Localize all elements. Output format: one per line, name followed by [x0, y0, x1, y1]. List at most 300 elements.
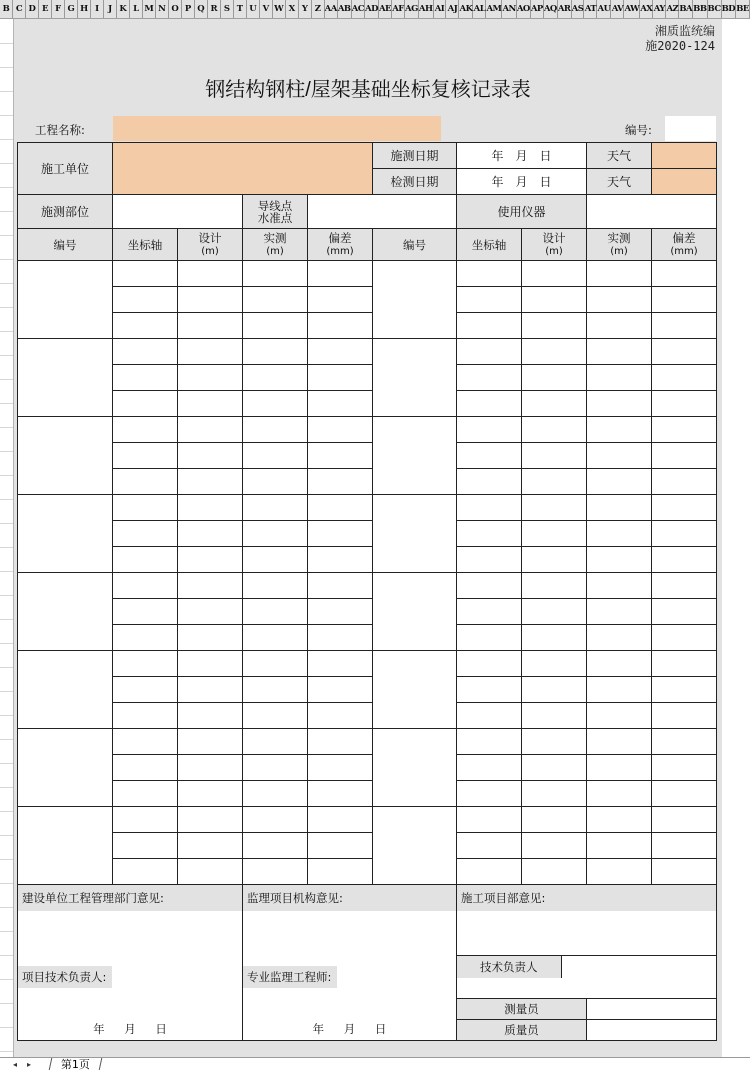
data-cell[interactable]: [587, 417, 652, 443]
instrument-input[interactable]: [587, 195, 717, 229]
data-cell[interactable]: [652, 469, 717, 495]
data-cell[interactable]: [522, 651, 587, 677]
column-letter[interactable]: P: [182, 0, 195, 18]
data-cell[interactable]: [308, 495, 373, 521]
data-cell[interactable]: [308, 521, 373, 547]
data-cell[interactable]: [308, 625, 373, 651]
column-letter[interactable]: E: [39, 0, 52, 18]
weather-input-1[interactable]: [652, 143, 717, 169]
data-cell[interactable]: [652, 521, 717, 547]
data-cell[interactable]: [178, 781, 243, 807]
data-cell[interactable]: [243, 807, 308, 833]
data-cell[interactable]: [243, 261, 308, 287]
table-row: [18, 859, 717, 885]
column-letter[interactable]: J: [104, 0, 117, 18]
data-cell[interactable]: [457, 651, 522, 677]
data-cell[interactable]: [308, 469, 373, 495]
column-letter[interactable]: AA: [325, 0, 338, 18]
data-cell[interactable]: [587, 547, 652, 573]
data-cell[interactable]: [243, 469, 308, 495]
column-letter[interactable]: AR: [558, 0, 572, 18]
data-cell[interactable]: [587, 833, 652, 859]
data-cell[interactable]: [178, 677, 243, 703]
point-id-left-cell[interactable]: [18, 807, 113, 885]
data-cell[interactable]: [178, 261, 243, 287]
column-letter[interactable]: B: [0, 0, 13, 18]
column-letter[interactable]: AW: [624, 0, 640, 18]
data-cell[interactable]: [308, 573, 373, 599]
data-cell[interactable]: [457, 391, 522, 417]
data-cell[interactable]: [178, 547, 243, 573]
column-letter[interactable]: D: [26, 0, 39, 18]
column-letter[interactable]: AY: [653, 0, 666, 18]
data-cell[interactable]: [308, 443, 373, 469]
data-cell[interactable]: [113, 807, 178, 833]
data-cell[interactable]: [178, 859, 243, 885]
serial-input[interactable]: [665, 116, 716, 141]
column-letter[interactable]: AB: [338, 0, 352, 18]
data-cell[interactable]: [243, 391, 308, 417]
data-cell[interactable]: [652, 781, 717, 807]
data-cell[interactable]: [178, 599, 243, 625]
data-cell[interactable]: [178, 417, 243, 443]
data-cell[interactable]: [243, 677, 308, 703]
data-cell[interactable]: [522, 729, 587, 755]
data-cell[interactable]: [522, 417, 587, 443]
data-cell[interactable]: [308, 547, 373, 573]
sheet-tab-page1[interactable]: [49, 1058, 103, 1070]
data-cell[interactable]: [522, 703, 587, 729]
unused-columns-area[interactable]: [722, 19, 750, 1057]
data-cell[interactable]: [522, 625, 587, 651]
data-cell[interactable]: [522, 547, 587, 573]
data-cell[interactable]: [457, 781, 522, 807]
row-line: [0, 499, 13, 500]
data-cell[interactable]: [113, 677, 178, 703]
data-cell[interactable]: [457, 495, 522, 521]
col-deviation-text: 偏差: [328, 230, 352, 245]
data-cell[interactable]: [178, 313, 243, 339]
data-cell[interactable]: [457, 469, 522, 495]
supervisor-opinion-cell[interactable]: [243, 885, 457, 1041]
data-cell[interactable]: [522, 859, 587, 885]
row-line: [0, 67, 13, 68]
data-cell[interactable]: [113, 859, 178, 885]
data-cell[interactable]: [587, 755, 652, 781]
column-letter[interactable]: AH: [419, 0, 434, 18]
data-cell[interactable]: [243, 495, 308, 521]
data-cell[interactable]: [587, 469, 652, 495]
data-cell[interactable]: [457, 833, 522, 859]
data-cell[interactable]: [457, 261, 522, 287]
data-cell[interactable]: [308, 313, 373, 339]
data-cell[interactable]: [178, 625, 243, 651]
data-cell[interactable]: [308, 755, 373, 781]
data-cell[interactable]: [457, 417, 522, 443]
data-cell[interactable]: [587, 625, 652, 651]
data-cell[interactable]: [587, 287, 652, 313]
data-cell[interactable]: [652, 573, 717, 599]
point-id-right-cell[interactable]: [373, 573, 457, 651]
column-letter[interactable]: AU: [597, 0, 611, 18]
data-cell[interactable]: [113, 651, 178, 677]
point-id-left-cell[interactable]: [18, 495, 113, 573]
tab-nav-prev-icon[interactable]: ◂: [12, 1060, 17, 1069]
data-cell[interactable]: [308, 339, 373, 365]
column-letter[interactable]: AF: [392, 0, 405, 18]
contractor-opinion-body[interactable]: [457, 911, 716, 955]
data-cell[interactable]: [457, 729, 522, 755]
data-cell[interactable]: [587, 599, 652, 625]
column-letter[interactable]: T: [234, 0, 247, 18]
column-letter[interactable]: AX: [640, 0, 653, 18]
point-id-right-cell[interactable]: [373, 261, 457, 339]
data-cell[interactable]: [243, 443, 308, 469]
column-letter[interactable]: O: [169, 0, 182, 18]
data-cell[interactable]: [587, 573, 652, 599]
data-cell[interactable]: [243, 287, 308, 313]
data-cell[interactable]: [587, 651, 652, 677]
data-cell[interactable]: [522, 521, 587, 547]
data-cell[interactable]: [308, 859, 373, 885]
data-cell[interactable]: [243, 729, 308, 755]
data-cell[interactable]: [113, 599, 178, 625]
data-cell[interactable]: [457, 365, 522, 391]
data-cell[interactable]: [178, 833, 243, 859]
column-letter[interactable]: AI: [434, 0, 447, 18]
data-cell[interactable]: [243, 755, 308, 781]
data-cell[interactable]: [587, 859, 652, 885]
data-cell[interactable]: [587, 391, 652, 417]
data-cell[interactable]: [113, 469, 178, 495]
data-cell[interactable]: [308, 807, 373, 833]
data-cell[interactable]: [652, 599, 717, 625]
data-cell[interactable]: [113, 443, 178, 469]
data-cell[interactable]: [243, 781, 308, 807]
data-cell[interactable]: [308, 417, 373, 443]
data-cell[interactable]: [308, 261, 373, 287]
data-cell[interactable]: [178, 469, 243, 495]
column-letter[interactable]: W: [273, 0, 286, 18]
data-cell[interactable]: [243, 417, 308, 443]
column-letter[interactable]: R: [208, 0, 221, 18]
point-id-right-cell[interactable]: [373, 495, 457, 573]
project-name-input[interactable]: [113, 116, 441, 141]
data-cell[interactable]: [587, 339, 652, 365]
data-cell[interactable]: [178, 495, 243, 521]
data-cell[interactable]: [178, 339, 243, 365]
contractor-label: 施工单位: [18, 143, 113, 195]
data-cell[interactable]: [243, 547, 308, 573]
surveyor-input[interactable]: [587, 999, 717, 1020]
data-cell[interactable]: [243, 859, 308, 885]
data-cell[interactable]: [178, 573, 243, 599]
column-letter[interactable]: AV: [611, 0, 624, 18]
data-cell[interactable]: [652, 807, 717, 833]
column-letter[interactable]: Q: [195, 0, 208, 18]
data-cell[interactable]: [522, 807, 587, 833]
data-cell[interactable]: [308, 651, 373, 677]
data-cell[interactable]: [457, 287, 522, 313]
data-cell[interactable]: [652, 833, 717, 859]
data-cell[interactable]: [457, 339, 522, 365]
data-cell[interactable]: [652, 859, 717, 885]
data-cell[interactable]: [113, 755, 178, 781]
column-letter[interactable]: S: [221, 0, 234, 18]
column-letter[interactable]: BB: [693, 0, 707, 18]
data-cell[interactable]: [587, 677, 652, 703]
column-letter[interactable]: BC: [708, 0, 722, 18]
data-cell[interactable]: [178, 443, 243, 469]
quality-inspector-input[interactable]: [587, 1020, 717, 1041]
data-cell[interactable]: [457, 573, 522, 599]
column-letter[interactable]: BE: [736, 0, 750, 18]
data-cell[interactable]: [308, 599, 373, 625]
data-cell[interactable]: [178, 391, 243, 417]
data-cell[interactable]: [308, 729, 373, 755]
column-letter[interactable]: AS: [572, 0, 585, 18]
owner-opinion-cell[interactable]: [18, 885, 243, 1041]
column-letter[interactable]: N: [156, 0, 169, 18]
data-cell[interactable]: [178, 703, 243, 729]
contractor-input[interactable]: [113, 143, 373, 195]
column-letter[interactable]: K: [117, 0, 130, 18]
column-letter[interactable]: G: [65, 0, 78, 18]
column-letter[interactable]: AP: [531, 0, 544, 18]
data-cell[interactable]: [587, 313, 652, 339]
data-cell[interactable]: [457, 755, 522, 781]
data-cell[interactable]: [113, 313, 178, 339]
data-cell[interactable]: [243, 521, 308, 547]
data-cell[interactable]: [457, 807, 522, 833]
data-cell[interactable]: [113, 417, 178, 443]
column-letter[interactable]: F: [52, 0, 65, 18]
data-cell[interactable]: [457, 443, 522, 469]
column-letter[interactable]: AC: [352, 0, 365, 18]
column-letter[interactable]: Y: [299, 0, 312, 18]
column-letter[interactable]: AJ: [446, 0, 459, 18]
control-point-label: [243, 195, 308, 229]
row-line: [0, 1051, 13, 1052]
row-line: [0, 547, 13, 548]
data-cell[interactable]: [113, 391, 178, 417]
data-cell[interactable]: [522, 313, 587, 339]
data-cell[interactable]: [522, 833, 587, 859]
column-letter[interactable]: AE: [379, 0, 392, 18]
data-cell[interactable]: [113, 703, 178, 729]
data-cell[interactable]: [308, 703, 373, 729]
column-letter[interactable]: U: [247, 0, 260, 18]
data-cell[interactable]: [178, 755, 243, 781]
data-cell[interactable]: [652, 339, 717, 365]
data-cell[interactable]: [522, 469, 587, 495]
data-cell[interactable]: [652, 391, 717, 417]
point-id-right-cell[interactable]: [373, 417, 457, 495]
data-cell[interactable]: [522, 573, 587, 599]
table-row: [18, 781, 717, 807]
data-cell[interactable]: [178, 729, 243, 755]
data-cell[interactable]: [587, 365, 652, 391]
point-id-left-cell[interactable]: [18, 339, 113, 417]
data-cell[interactable]: [243, 339, 308, 365]
data-cell[interactable]: [243, 651, 308, 677]
column-letter[interactable]: AT: [584, 0, 597, 18]
data-cell[interactable]: [522, 599, 587, 625]
data-cell[interactable]: [587, 807, 652, 833]
data-cell[interactable]: [178, 521, 243, 547]
data-cell[interactable]: [587, 261, 652, 287]
data-cell[interactable]: [243, 313, 308, 339]
data-cell[interactable]: [652, 729, 717, 755]
survey-date-input[interactable]: 年 月 日: [457, 143, 587, 169]
tech-lead-input[interactable]: [561, 956, 716, 978]
data-cell[interactable]: [652, 287, 717, 313]
row-line: [0, 883, 13, 884]
tab-nav-next-icon[interactable]: ▸: [26, 1060, 31, 1069]
column-letter[interactable]: AL: [473, 0, 486, 18]
surveyor-label: 测量员: [457, 999, 587, 1020]
column-letter[interactable]: M: [143, 0, 156, 18]
data-cell[interactable]: [652, 313, 717, 339]
data-cell[interactable]: [308, 781, 373, 807]
data-cell[interactable]: [652, 365, 717, 391]
data-cell[interactable]: [457, 547, 522, 573]
column-letter[interactable]: C: [13, 0, 26, 18]
data-cell[interactable]: [243, 365, 308, 391]
data-cell[interactable]: [522, 365, 587, 391]
data-cell[interactable]: [652, 625, 717, 651]
data-cell[interactable]: [113, 781, 178, 807]
data-cell[interactable]: [308, 365, 373, 391]
data-cell[interactable]: [587, 443, 652, 469]
point-id-left-cell[interactable]: [18, 729, 113, 807]
column-letter[interactable]: BA: [679, 0, 693, 18]
data-cell[interactable]: [113, 729, 178, 755]
column-letter[interactable]: AM: [486, 0, 502, 18]
data-cell[interactable]: [587, 521, 652, 547]
data-cell[interactable]: [243, 599, 308, 625]
column-letter[interactable]: X: [286, 0, 299, 18]
data-cell[interactable]: [522, 261, 587, 287]
data-cell[interactable]: [587, 495, 652, 521]
column-letter[interactable]: I: [91, 0, 104, 18]
check-date-input[interactable]: 年 月 日: [457, 169, 587, 195]
data-cell[interactable]: [308, 677, 373, 703]
data-cell[interactable]: [652, 755, 717, 781]
point-id-right-cell[interactable]: [373, 651, 457, 729]
point-id-left-cell[interactable]: [18, 573, 113, 651]
control-point-input[interactable]: [308, 195, 457, 229]
data-cell[interactable]: [113, 287, 178, 313]
data-cell[interactable]: [308, 833, 373, 859]
point-id-right-cell[interactable]: [373, 729, 457, 807]
data-cell[interactable]: [522, 339, 587, 365]
data-cell[interactable]: [178, 651, 243, 677]
data-cell[interactable]: [652, 547, 717, 573]
data-cell[interactable]: [113, 547, 178, 573]
data-cell[interactable]: [652, 703, 717, 729]
data-cell[interactable]: [457, 625, 522, 651]
data-cell[interactable]: [522, 755, 587, 781]
column-letter[interactable]: AK: [459, 0, 473, 18]
data-cell[interactable]: [457, 703, 522, 729]
column-letter[interactable]: AZ: [666, 0, 679, 18]
column-letter[interactable]: L: [130, 0, 143, 18]
data-cell[interactable]: [243, 625, 308, 651]
data-cell[interactable]: [113, 521, 178, 547]
data-cell[interactable]: [587, 703, 652, 729]
column-letter[interactable]: Z: [312, 0, 325, 18]
data-cell[interactable]: [243, 703, 308, 729]
data-cell[interactable]: [178, 287, 243, 313]
point-id-left-cell[interactable]: [18, 417, 113, 495]
data-cell[interactable]: [113, 833, 178, 859]
data-cell[interactable]: [308, 287, 373, 313]
data-cell[interactable]: [243, 833, 308, 859]
data-cell[interactable]: [522, 677, 587, 703]
data-cell[interactable]: [652, 443, 717, 469]
data-cell[interactable]: [308, 391, 373, 417]
data-cell[interactable]: [113, 495, 178, 521]
data-cell[interactable]: [243, 573, 308, 599]
data-cell[interactable]: [522, 287, 587, 313]
data-cell[interactable]: [522, 443, 587, 469]
data-cell[interactable]: [652, 261, 717, 287]
data-cell[interactable]: [522, 391, 587, 417]
data-cell[interactable]: [178, 807, 243, 833]
column-letter[interactable]: V: [260, 0, 273, 18]
data-cell[interactable]: [178, 365, 243, 391]
column-letter[interactable]: AG: [405, 0, 419, 18]
data-cell[interactable]: [113, 261, 178, 287]
data-cell[interactable]: [652, 651, 717, 677]
point-id-left-cell[interactable]: [18, 651, 113, 729]
data-cell[interactable]: [522, 781, 587, 807]
contractor-opinion-cell[interactable]: [457, 885, 717, 999]
data-cell[interactable]: [457, 859, 522, 885]
point-id-right-cell[interactable]: [373, 807, 457, 885]
data-cell[interactable]: [652, 417, 717, 443]
point-id-right-cell[interactable]: [373, 339, 457, 417]
owner-opinion-label: 建设单位工程管理部门意见:: [18, 885, 242, 911]
column-letter[interactable]: H: [78, 0, 91, 18]
survey-part-input[interactable]: [113, 195, 243, 229]
data-cell[interactable]: [457, 521, 522, 547]
data-cell[interactable]: [457, 677, 522, 703]
data-cell[interactable]: [457, 313, 522, 339]
data-cell[interactable]: [457, 599, 522, 625]
column-letter[interactable]: AO: [517, 0, 531, 18]
data-cell[interactable]: [113, 625, 178, 651]
sheet-tab-bar: [0, 1057, 750, 1071]
point-id-left-cell[interactable]: [18, 261, 113, 339]
data-cell[interactable]: [522, 495, 587, 521]
column-letter[interactable]: AN: [502, 0, 516, 18]
column-letter[interactable]: AD: [365, 0, 379, 18]
row-line: [0, 715, 13, 716]
data-cell[interactable]: [113, 365, 178, 391]
control-point-line1: 导线点: [257, 198, 293, 213]
weather-input-2[interactable]: [652, 169, 717, 195]
data-cell[interactable]: [113, 573, 178, 599]
column-letter[interactable]: AQ: [544, 0, 558, 18]
data-cell[interactable]: [113, 339, 178, 365]
data-cell[interactable]: [652, 495, 717, 521]
column-letter[interactable]: BD: [722, 0, 737, 18]
data-cell[interactable]: [587, 781, 652, 807]
data-cell[interactable]: [652, 677, 717, 703]
data-cell[interactable]: [587, 729, 652, 755]
